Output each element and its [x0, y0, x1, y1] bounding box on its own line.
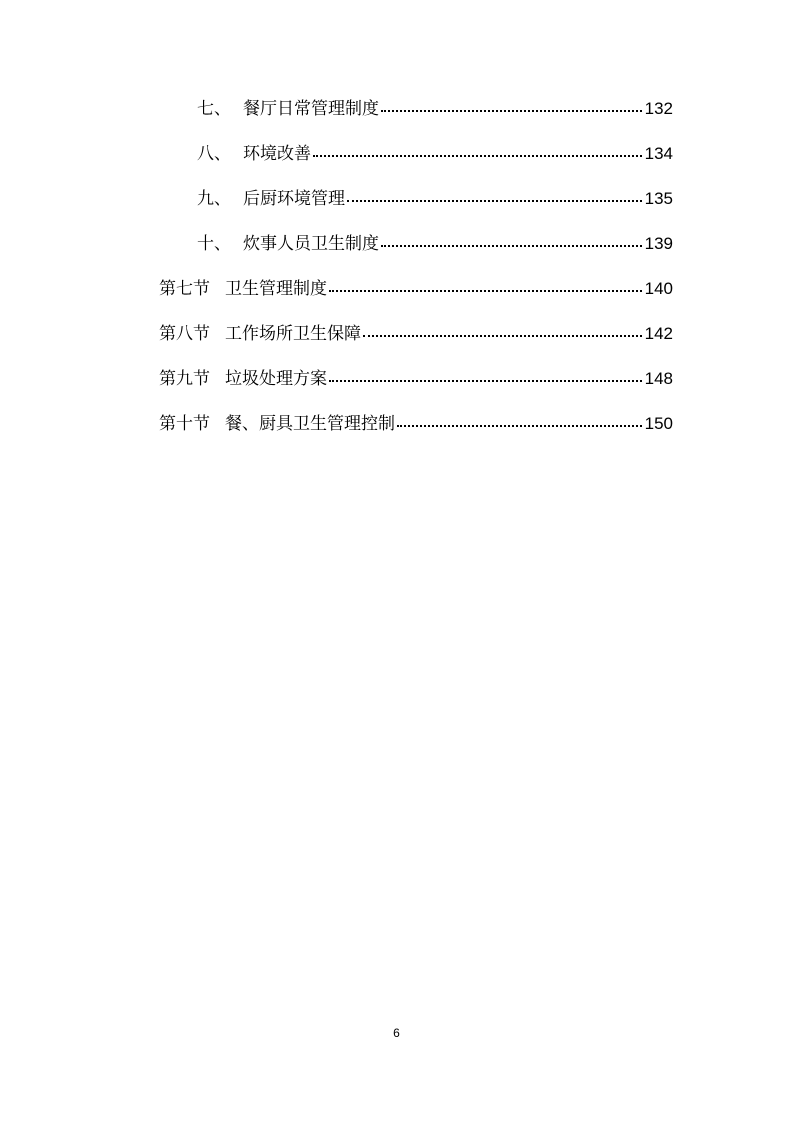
toc-entry-page: 134: [644, 144, 673, 163]
toc-entry[interactable]: [159, 411, 673, 437]
toc-dot-leader: [381, 245, 642, 247]
toc-entry-page: 140: [644, 279, 673, 298]
toc-entry[interactable]: [159, 321, 673, 347]
toc-entry-page: 132: [644, 99, 673, 118]
toc-entry-number: 第十节: [159, 414, 210, 434]
toc-entry-number: 十、: [197, 234, 231, 254]
toc-dot-leader: [363, 335, 642, 337]
toc-entry-number: 八、: [197, 144, 231, 164]
toc-entry-title: 垃圾处理方案: [225, 369, 327, 389]
toc-dot-leader: [313, 155, 642, 157]
toc-entry-page: 142: [644, 324, 673, 343]
toc-entry-title: 卫生管理制度: [225, 279, 327, 299]
toc-entry-number: 第八节: [159, 324, 210, 344]
toc-entry-page: 139: [644, 234, 673, 253]
toc-dot-leader: [329, 380, 642, 382]
toc-entry-number: 第七节: [159, 279, 210, 299]
toc-dot-leader: [397, 425, 642, 427]
toc-entry-title: 环境改善: [243, 144, 311, 164]
toc-entry-number: 九、: [197, 189, 231, 209]
toc-entry-title: 餐厅日常管理制度: [243, 99, 379, 119]
toc-dot-leader: [329, 290, 642, 292]
toc-entry[interactable]: [159, 366, 673, 392]
toc-entry-page: 135: [644, 189, 673, 208]
toc-dot-leader: [347, 200, 642, 202]
toc-entry-title: 工作场所卫生保障: [225, 324, 361, 344]
toc-entry-title: 炊事人员卫生制度: [243, 234, 379, 254]
toc-entry-title: 餐、厨具卫生管理控制: [225, 414, 395, 434]
toc-entry-page: 148: [644, 369, 673, 388]
toc-entry-number: 七、: [197, 99, 231, 119]
page-number: 6: [393, 1026, 400, 1040]
toc-entry-title: 后厨环境管理: [243, 189, 345, 209]
toc-entry[interactable]: [197, 231, 673, 257]
toc-entry[interactable]: [197, 96, 673, 122]
toc-entry-page: 150: [644, 414, 673, 433]
toc-entry[interactable]: [197, 186, 673, 212]
toc-entry-number: 第九节: [159, 369, 210, 389]
toc-dot-leader: [381, 110, 642, 112]
toc-entry[interactable]: [197, 141, 673, 167]
toc-entry[interactable]: [159, 276, 673, 302]
